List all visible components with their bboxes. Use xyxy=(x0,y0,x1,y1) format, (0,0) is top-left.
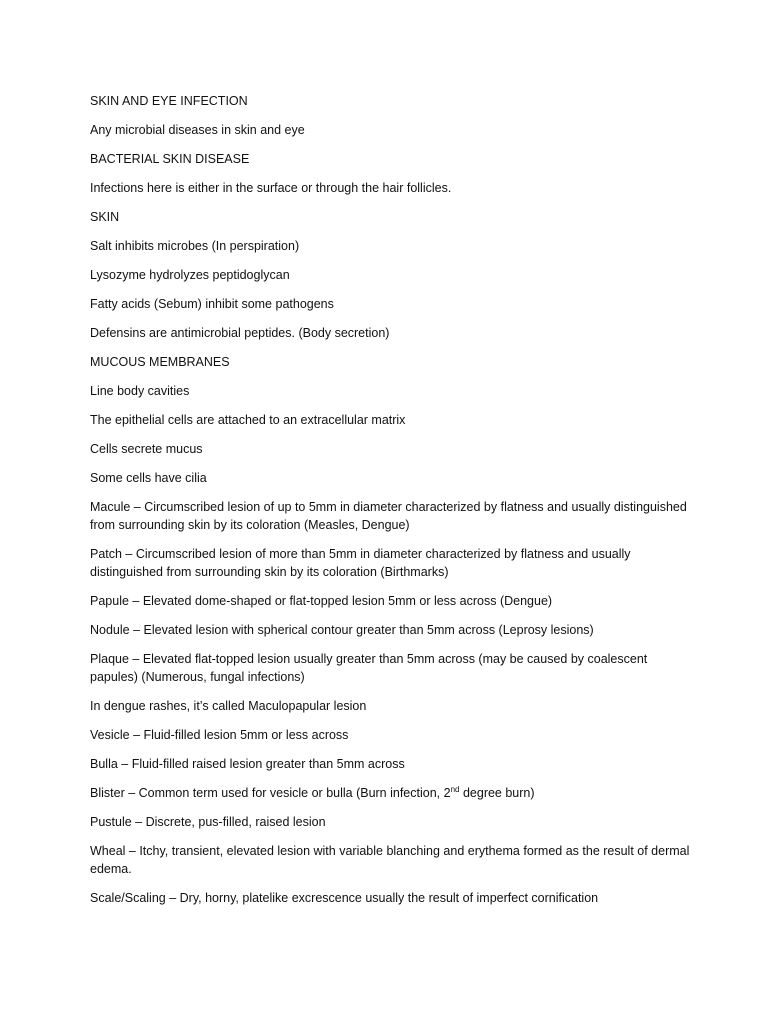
lesion-patch: Patch – Circumscribed lesion of more than 5mm in diameter characterized by flatness and usually distinguished from surrounding skin by its coloration (Birthmarks) xyxy=(90,547,631,579)
lesion-nodule: Nodule – Elevated lesion with spherical contour greater than 5mm across (Leprosy lesions) xyxy=(90,623,594,637)
lesion-scale: Scale/Scaling – Dry, horny, platelike excrescence usually the result of imperfect cornification xyxy=(90,891,599,905)
dengue-note: In dengue rashes, it’s called Maculopapular lesion xyxy=(90,699,367,713)
mucous-item: The epithelial cells are attached to an extracellular matrix xyxy=(90,413,406,427)
lesion-macule: Macule – Circumscribed lesion of up to 5mm in diameter characterized by flatness and usually distinguished from surrounding skin by its coloration (Measles, Dengue) xyxy=(90,500,687,532)
document-page xyxy=(90,92,690,918)
mucous-item: Line body cavities xyxy=(90,384,190,398)
document-heading: SKIN AND EYE INFECTION xyxy=(90,94,248,108)
intro-text: Any microbial diseases in skin and eye xyxy=(90,123,305,137)
bacterial-intro: Infections here is either in the surface or through the hair follicles. xyxy=(90,181,452,195)
skin-heading: SKIN xyxy=(90,210,120,224)
blister-text-end: degree burn) xyxy=(459,786,535,800)
skin-item: Lysozyme hydrolyzes peptidoglycan xyxy=(90,268,290,282)
lesion-wheal: Wheal – Itchy, transient, elevated lesion with variable blanching and erythema formed as the result of dermal edema. xyxy=(90,844,690,876)
skin-item: Fatty acids (Sebum) inhibit some pathogens xyxy=(90,297,334,311)
bacterial-heading: BACTERIAL SKIN DISEASE xyxy=(90,152,250,166)
mucous-heading: MUCOUS MEMBRANES xyxy=(90,355,230,369)
lesion-vesicle: Vesicle – Fluid-filled lesion 5mm or less across xyxy=(90,728,349,742)
mucous-item: Some cells have cilia xyxy=(90,471,207,485)
lesion-papule: Papule – Elevated dome-shaped or flat-topped lesion 5mm or less across (Dengue) xyxy=(90,594,553,608)
lesion-blister xyxy=(90,784,690,802)
skin-item: Salt inhibits microbes (In perspiration) xyxy=(90,239,300,253)
blister-text: Blister – Common term used for vesicle or bulla (Burn infection, 2 xyxy=(90,786,451,800)
mucous-item: Cells secrete mucus xyxy=(90,442,203,456)
ordinal-suffix: nd xyxy=(450,784,460,794)
lesion-bulla: Bulla – Fluid-filled raised lesion greater than 5mm across xyxy=(90,757,405,771)
lesion-plaque: Plaque – Elevated flat-topped lesion usually greater than 5mm across (may be caused by coalescent papules) (Numerous, fungal infections) xyxy=(90,652,648,684)
lesion-pustule: Pustule – Discrete, pus-filled, raised lesion xyxy=(90,815,326,829)
skin-item: Defensins are antimicrobial peptides. (Body secretion) xyxy=(90,326,390,340)
